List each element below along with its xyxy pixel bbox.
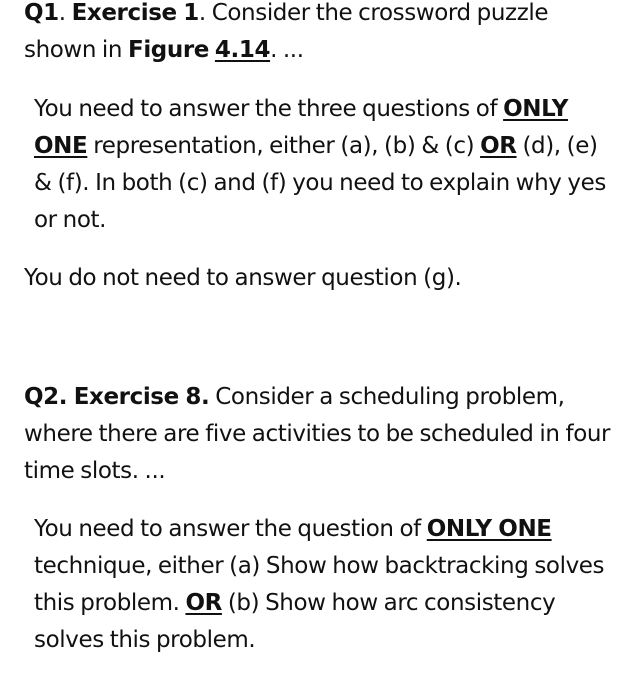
q1-figure-number: 4.14 — [214, 37, 271, 63]
q1-figure-word: Figure — [128, 37, 209, 63]
q2-instr-text2: technique, either (a) Show how backtracking solves this problem. — [34, 553, 605, 616]
q2-instr-text1: You need to answer the question of — [34, 516, 427, 542]
q1-exercise: Exercise 1 — [71, 0, 199, 26]
q2-text: Consider a scheduling problem, where there are five activities to be scheduled in four time slots. ... — [24, 384, 611, 484]
q2-label: Q2. Exercise 8. — [24, 384, 210, 410]
q1-instructions-paragraph — [24, 91, 614, 239]
q1-or: OR — [480, 133, 517, 159]
q2-or: OR — [185, 590, 222, 616]
q1-instr-text2: representation, either (a), (b) & (c) — [87, 133, 481, 159]
q1-instr-text3: (d), (e) & (f). In both (c) and (f) you need to explain why yes or not. — [34, 133, 606, 233]
q2-intro-paragraph — [24, 379, 614, 490]
q1-text: . Consider the crossword puzzle shown in — [24, 0, 549, 63]
q2-only-one: ONLY ONE — [426, 516, 552, 542]
q2-instructions-paragraph — [24, 511, 614, 659]
q1-label: Q1 — [24, 0, 59, 26]
q1-dot: . — [58, 0, 72, 26]
q1-note-paragraph: You do not need to answer question (g). — [24, 265, 462, 291]
q1-intro-paragraph — [24, 0, 614, 69]
q1-only-one: ONLY ONE — [34, 96, 569, 159]
q2-instr-text3: (b) Show how arc consistency solves this problem. — [34, 590, 556, 653]
q1-ellipsis: . ... — [270, 37, 304, 63]
q1-instr-text1: You need to answer the three questions of — [34, 96, 504, 122]
